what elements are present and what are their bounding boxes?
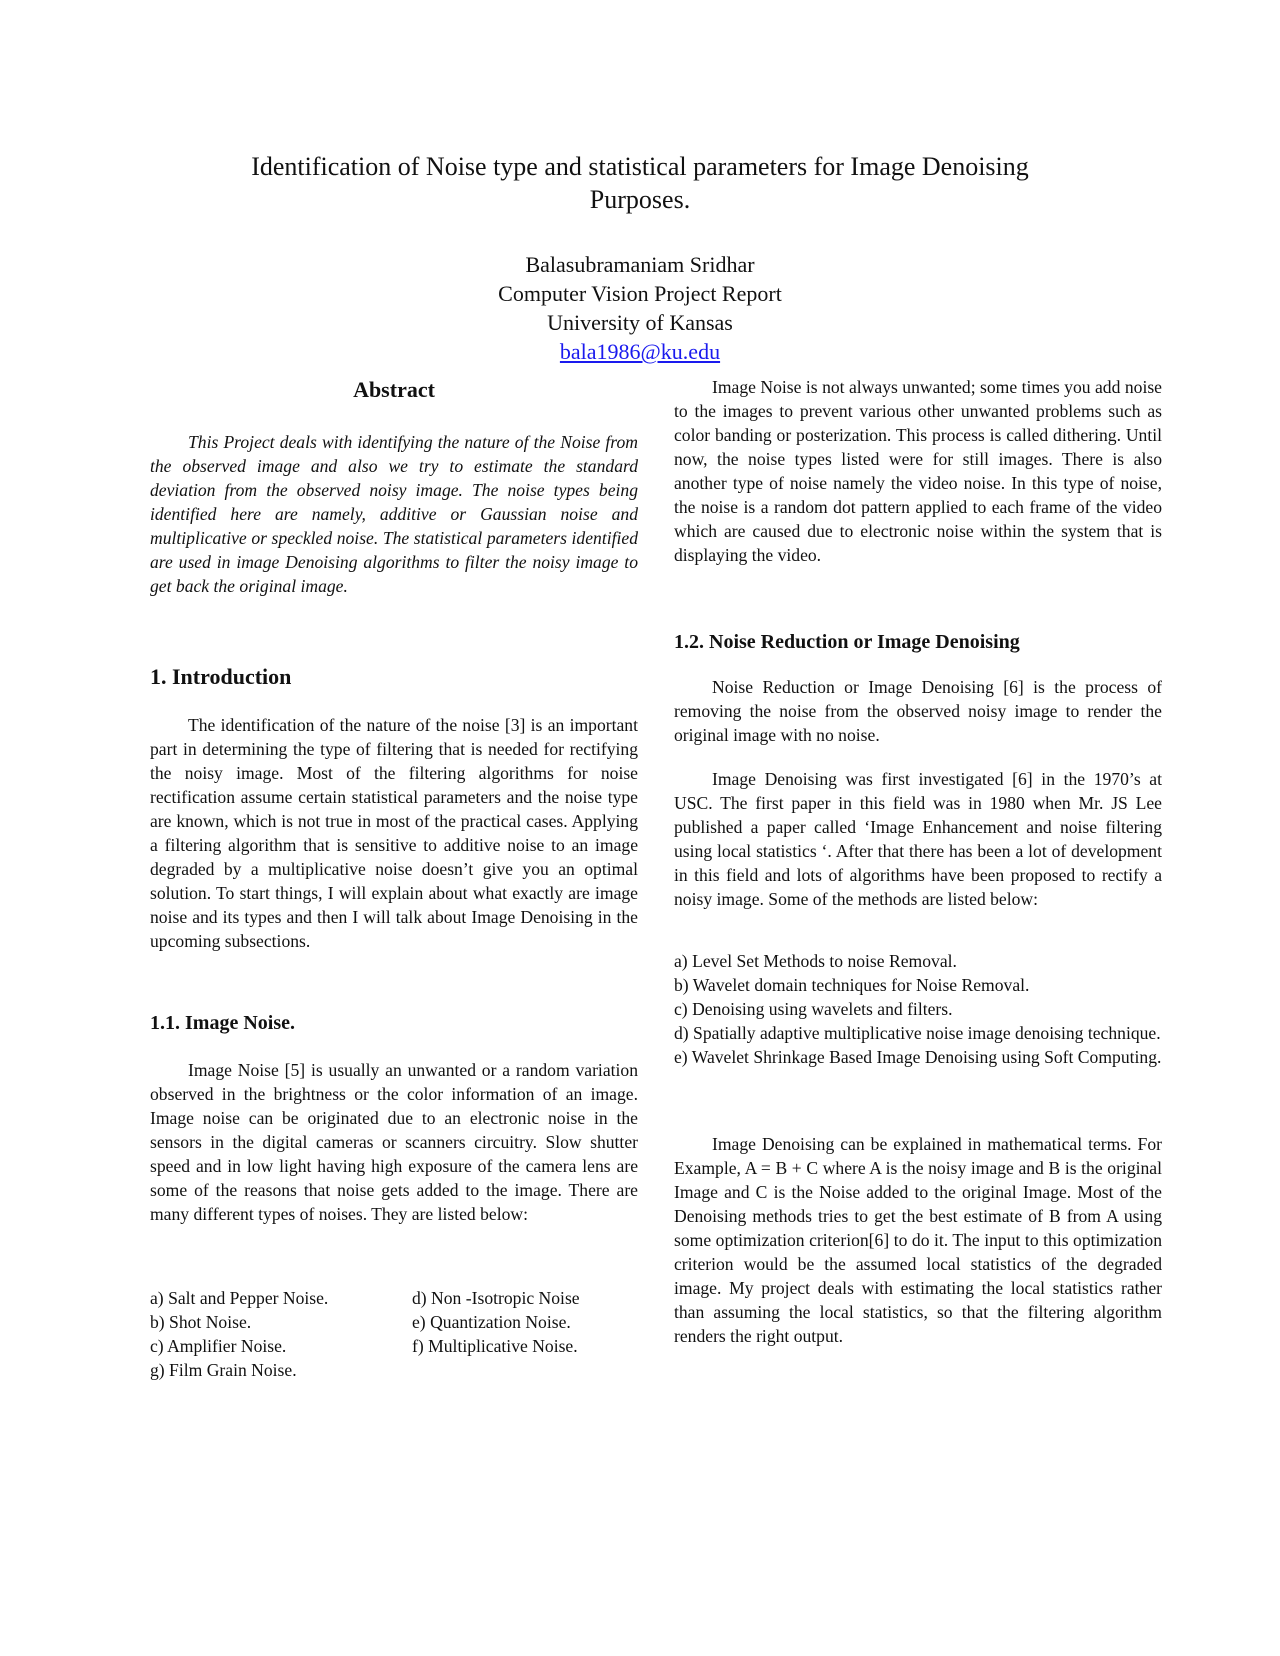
list-item: d) Non -Isotropic Noise (412, 1288, 580, 1308)
image-noise-section (150, 1058, 638, 1226)
list-item: b) Shot Noise. (150, 1312, 252, 1332)
list-item: e) Quantization Noise. (412, 1312, 571, 1332)
list-item: g) Film Grain Noise. (150, 1360, 297, 1380)
author-email-link[interactable]: bala1986@ku.edu (559, 339, 721, 364)
list-item: c) Amplifier Noise. (150, 1336, 287, 1356)
denoising-paragraph-2: Image Denoising was first investigated [6] in the 1970’s at USC. The first paper in this field was in 1980 when Mr. JS Lee published a paper called ‘Image Enhancement and noise filtering using local statistics ‘. After that there has been a lot of development in this field and lots of algorithms have been proposed to rectify a noisy image. Some of the methods are listed below: (674, 769, 1162, 909)
introduction-paragraph: The identification of the nature of the noise [3] is an important part in determining the type of filtering that is needed for rectifying the noisy image. Most of the filtering algorithms for noise rectification assume certain statistical parameters and the noise type are known, which is not true in most of the practical cases. Applying a filtering algorithm that is sensitive to additive noise to an image degraded by a multiplicative noise doesn’t give you an optimal solution. To start things, I will explain about what exactly are image noise and its types and then I will talk about Image Denoising in the upcoming subsections. (150, 715, 638, 951)
list-item: a) Salt and Pepper Noise. (150, 1288, 329, 1308)
denoising-paragraph-3: Image Denoising can be explained in mathematical terms. For Example, A = B + C where A is the noisy image and B is the original Image and C is the Noise added to the original Image. Most of the Denoising methods tries to get the best estimate of B from A using some optimization criterion[6] to do it. The input to this optimization criterion would be the assumed local statistics of the degraded image. My project deals with estimating the local statistics rather than assuming the local statistics, so that the filtering algorithm renders the right output. (674, 1134, 1162, 1346)
list-item: c) Denoising using wavelets and filters. (674, 999, 953, 1019)
list-item: b) Wavelet domain techniques for Noise Removal. (674, 975, 1030, 995)
title-line-2: Purposes. (589, 185, 691, 214)
denoising-history (674, 767, 1162, 911)
introduction-section (150, 713, 638, 953)
denoising-methods-list (674, 949, 1162, 1069)
section-heading-denoising: 1.2. Noise Reduction or Image Denoising (674, 631, 1020, 653)
image-noise-paragraph: Image Noise [5] is usually an unwanted or a random variation observed in the brightness or the color information of an image. Image noise can be originated due to an electronic noise in the sensors in the digital cameras or scanners circuitry. Slow shutter speed and in low light having high exposure of the camera lens are some of the reasons that noise gets added to the image. There are many different types of noises. They are listed below: (150, 1060, 638, 1224)
noise-dithering-section (674, 375, 1162, 567)
abstract-section (150, 430, 638, 598)
title-line-1: Identification of Noise type and statistical parameters for Image Denoising (251, 152, 1029, 181)
noise-types-list (150, 1286, 638, 1382)
paper-title (150, 150, 1130, 216)
noise-dithering-paragraph: Image Noise is not always unwanted; some times you add noise to the images to prevent various other unwanted problems such as color banding or posterization. This process is called dithering. Until now, the noise types listed were for still images. There is also another type of noise namely the video noise. In this type of noise, the noise is a random dot pattern applied to each frame of the video which are caused due to electronic noise within the system that is displaying the video. (674, 377, 1162, 565)
list-item: d) Spatially adaptive multiplicative noise image denoising technique. (674, 1023, 1161, 1043)
abstract-body: This Project deals with identifying the nature of the Noise from the observed image and also we try to estimate the standard deviation from the observed noisy image. The noise types being identified here are namely, additive or Gaussian noise and multiplicative or speckled noise. The statistical parameters identified are used in image Denoising algorithms to filter the noisy image to get back the original image. (150, 432, 638, 596)
list-item: a) Level Set Methods to noise Removal. (674, 951, 957, 971)
affiliation-line-2: University of Kansas (547, 310, 733, 335)
denoising-paragraph-1: Noise Reduction or Image Denoising [6] is the process of removing the noise from the observed noisy image to render the original image with no noise. (674, 677, 1162, 745)
list-item: e) Wavelet Shrinkage Based Image Denoising using Soft Computing. (674, 1047, 1162, 1067)
list-item: f) Multiplicative Noise. (412, 1336, 578, 1356)
author-block (340, 250, 940, 366)
author-name: Balasubramaniam Sridhar (525, 252, 755, 277)
section-heading-introduction: 1. Introduction (150, 664, 292, 689)
denoising-math (674, 1132, 1162, 1348)
denoising-section (674, 675, 1162, 747)
affiliation-line-1: Computer Vision Project Report (498, 281, 782, 306)
abstract-heading: Abstract (353, 377, 435, 402)
section-heading-image-noise: 1.1. Image Noise. (150, 1012, 295, 1034)
